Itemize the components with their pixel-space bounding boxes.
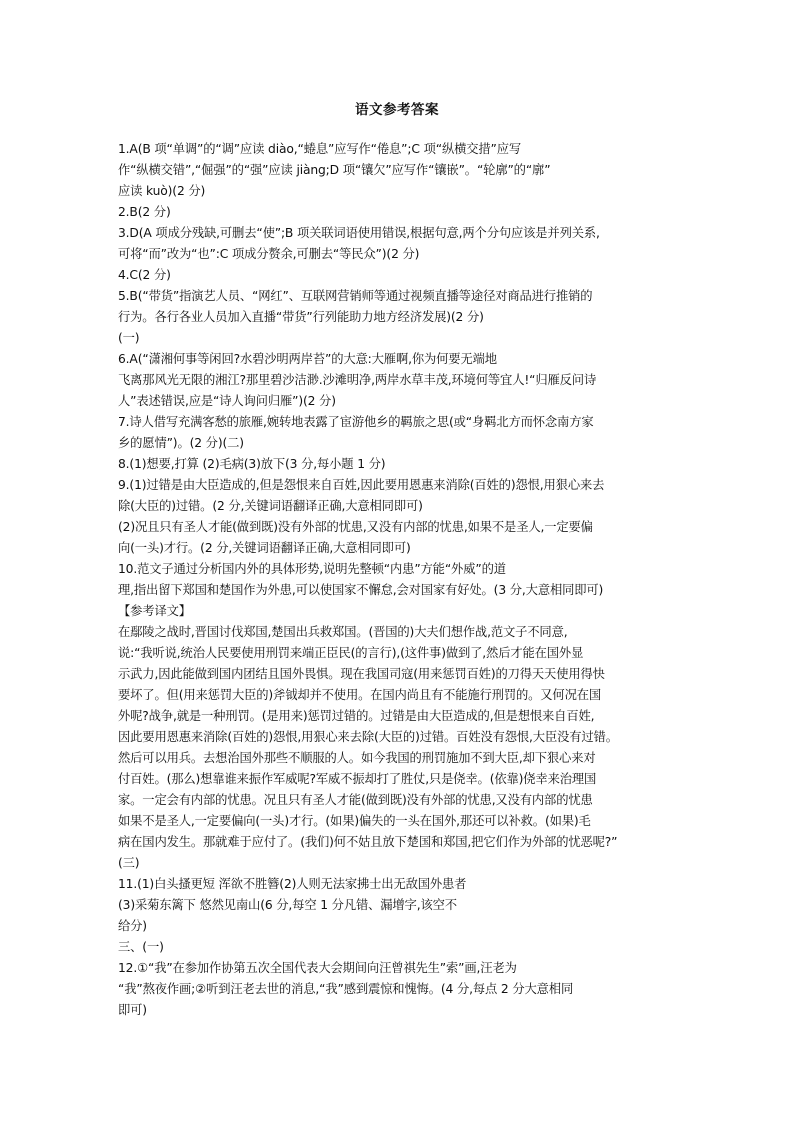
answer-line: 外呢?战争,就是一种刑罚。(是用来)惩罚过错的。过错是由大臣造成的,但是想恨来自百姓, <box>118 709 595 723</box>
answer-line: 如果不是圣人,一定要偏向(一头)才行。(如果)偏失的一头在国外,那还可以补救。(如果)毛 <box>118 814 591 828</box>
answer-line: 在鄢陵之战时,晋国讨伐郑国,楚国出兵救郑国。(晋国的)大夫们想作战,范文子不同意, <box>118 625 568 639</box>
answer-line: 12.①“我”在参加作协第五次全国代表大会期间向汪曾祺先生”索”画,汪老为 <box>118 961 517 975</box>
answer-line: 说:“我听说,统治人民要使用刑罚来端正臣民(的言行),(这件事)做到了,然后才能在国外显 <box>118 646 584 660</box>
answer-line: 家。一定会有内部的忧患。况且只有圣人才能(做到既)没有外部的忧患,又没有内部的忧患 <box>118 793 593 807</box>
answer-line: 1.A(B 项“单调”的“调”应读 diào,“蜷息”应写作“倦息”;C 项“纵横交措”应写 <box>118 142 522 156</box>
answer-line: 除(大臣的)过错。(2 分,关键词语翻译正确,大意相同即可) <box>118 499 423 513</box>
answer-line: 行为。各行各业人员加入直播“带货”行列能助力地方经济发展)(2 分) <box>118 310 484 324</box>
answer-line: 要坏了。但(用来惩罚大臣的)斧钺却并不使用。在国内尚且有不能施行刑罚的。又何况在国 <box>118 688 602 702</box>
answer-line: 9.(1)过错是由大臣造成的,但是怨恨来自百姓,因此要用恩惠来消除(百姓的)怨恨,用狠心来去 <box>118 478 605 492</box>
answer-body <box>118 139 678 1021</box>
answer-line: 4.C(2 分) <box>118 268 171 282</box>
answer-line: 付百姓。(那么)想靠谁来振作军威呢?军威不振却打了胜仗,只是侥幸。(依靠)侥幸来治理国 <box>118 772 597 786</box>
answer-line: 8.(1)想要,打算 (2)毛病(3)放下(3 分,每小题 1 分) <box>118 457 386 471</box>
answer-line: (一) <box>118 331 140 345</box>
answer-line: (三) <box>118 856 140 870</box>
answer-line: 6.A(“潇湘何事等闲回?水碧沙明两岸苔”的大意:大雁啊,你为何要无端地 <box>118 352 497 366</box>
answer-line: 11.(1)白头搔更短 浑欲不胜簪(2)人则无法家拂士出无敌国外患者 <box>118 877 467 891</box>
answer-line: 应读 kuò)(2 分) <box>118 184 206 198</box>
answer-line: 因此要用恩惠来消除(百姓的)怨恨,用狠心来去除(大臣的)过错。百姓没有怨恨,大臣没有过错。 <box>118 730 618 744</box>
answer-line: 7.诗人借写充满客愁的旅雁,婉转地表露了宦游他乡的羁旅之思(或“身羁北方而怀念南方家 <box>118 415 594 429</box>
answer-line: 即可) <box>118 1003 147 1017</box>
answer-line: 可将“而”改为“也”:C 项成分赘余,可删去“等民众”)(2 分) <box>118 247 420 261</box>
answer-line: “我”熬夜作画;②听到汪老去世的消息,“我”感到震惊和愧悔。(4 分,每点 2 分大意相同 <box>118 982 574 996</box>
answer-line: (3)采菊东篱下 悠然见南山(6 分,每空 1 分凡错、漏增字,该空不 <box>118 898 457 912</box>
answer-line: 10.范文子通过分析国内外的具体形势,说明先整顿“内患”方能“外威”的道 <box>118 562 506 576</box>
answer-line: 病在国内发生。那就难于应付了。(我们)何不姑且放下楚国和郑国,把它们作为外部的忧恶呢?” <box>118 835 618 849</box>
answer-line: 3.D(A 项成分残缺,可删去“使”;B 项关联词语使用错误,根据句意,两个分句应该是并列关系, <box>118 226 600 240</box>
answer-line: 作“纵横交错”,“倔强”的“强”应读 jiàng;D 项“镶欠”应写作“镶嵌”。“轮廓”的“廓” <box>118 163 551 177</box>
answer-line: 给分) <box>118 919 147 933</box>
answer-line: 三、(一) <box>118 940 164 954</box>
answer-line: 然后可以用兵。去想治国外那些不顺服的人。如今我国的刑罚施加不到大臣,却下狠心来对 <box>118 751 596 765</box>
answer-line: 5.B(“带货”指演艺人员、“网红”、互联网营销师等通过视频直播等途径对商品进行推销的 <box>118 289 593 303</box>
answer-line: 【参考译文】 <box>118 604 191 618</box>
answer-line: 乡的愿情”)。(2 分)(二) <box>118 436 244 450</box>
answer-line: 飞离那风光无限的湘江?那里碧沙洁渺.沙滩明净,两岸水草丰茂,环境何等宜人!“归雁反问诗 <box>118 373 597 387</box>
answer-line: 2.B(2 分) <box>118 205 171 219</box>
page-title: 语文参考答案 <box>355 102 439 118</box>
answer-line: 人”表述错误,应是“诗人询问归雁”)(2 分) <box>118 394 336 408</box>
answer-line: 向(一头)才行。(2 分,关键词语翻译正确,大意相同即可) <box>118 541 411 555</box>
answer-line: (2)况且只有圣人才能(做到既)没有外部的忧患,又没有内部的忧患,如果不是圣人,一定要偏 <box>118 520 593 534</box>
answer-line: 理,指出留下郑国和楚国作为外患,可以使国家不懈怠,会对国家有好处。(3 分,大意相同即可) <box>118 583 604 597</box>
answer-line: 示武力,因此能做到国内团结且国外畏惧。现在我国司寇(用来惩罚百姓)的刀得天天使用得快 <box>118 667 605 681</box>
